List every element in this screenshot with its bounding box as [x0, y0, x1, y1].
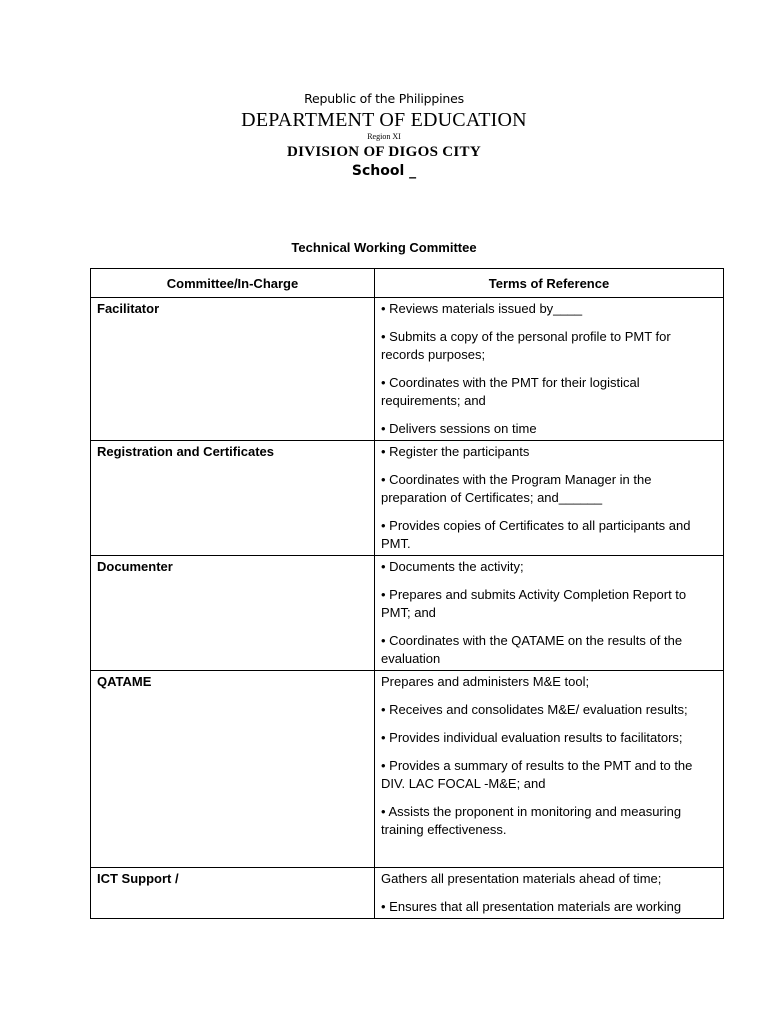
- term-item: • Coordinates with the PMT for their logistical requirements; and: [381, 375, 640, 408]
- term-item: Gathers all presentation materials ahead of time;: [381, 871, 662, 886]
- term-item: Prepares and administers M&E tool;: [381, 674, 590, 689]
- term-item: • Prepares and submits Activity Completion Report to PMT; and: [381, 587, 687, 620]
- division-heading: DIVISION OF DIGOS CITY: [287, 144, 481, 160]
- term-item: • Provides a summary of results to the PMT and to the DIV. LAC FOCAL -M&E; and: [381, 758, 693, 791]
- table-row: [91, 298, 724, 441]
- term-item: • Register the participants: [381, 444, 530, 459]
- terms-cell: [375, 671, 724, 868]
- committee-cell: Registration and Certificates: [91, 441, 375, 556]
- term-item: • Provides copies of Certificates to all participants and PMT.: [381, 518, 691, 551]
- terms-cell: [375, 441, 724, 556]
- table-row: [91, 868, 724, 919]
- committee-cell: QATAME: [91, 671, 375, 868]
- department-heading: DEPARTMENT OF EDUCATION: [241, 109, 527, 131]
- term-item: • Delivers sessions on time: [381, 421, 537, 436]
- table-row: [91, 556, 724, 671]
- committee-cell: Facilitator: [91, 298, 375, 441]
- term-item: • Coordinates with the Program Manager in the preparation of Certificates; and______: [381, 472, 652, 505]
- term-item: • Receives and consolidates M&E/ evaluation results;: [381, 702, 688, 717]
- committee-cell: ICT Support /: [91, 868, 375, 919]
- table-header-row: [91, 269, 724, 298]
- column-header-terms: Terms of Reference: [375, 269, 724, 298]
- document-title: Technical Working Committee: [291, 240, 477, 255]
- term-item: • Ensures that all presentation materials are working: [381, 899, 682, 914]
- column-header-committee: Committee/In-Charge: [91, 269, 375, 298]
- term-item: • Submits a copy of the personal profile to PMT for records purposes;: [381, 329, 671, 362]
- committee-table: [90, 268, 724, 919]
- committee-cell: Documenter: [91, 556, 375, 671]
- terms-cell: [375, 298, 724, 441]
- term-item: • Assists the proponent in monitoring and measuring training effectiveness.: [381, 804, 682, 837]
- table-row: [91, 671, 724, 868]
- terms-cell: [375, 556, 724, 671]
- table-row: [91, 441, 724, 556]
- term-item: • Coordinates with the QATAME on the results of the evaluation: [381, 633, 683, 666]
- terms-cell: [375, 868, 724, 919]
- term-item: • Provides individual evaluation results to facilitators;: [381, 730, 683, 745]
- region-heading: Region XI: [367, 132, 401, 141]
- term-item: • Documents the activity;: [381, 559, 524, 574]
- school-heading: School _: [351, 163, 417, 179]
- republic-heading: Republic of the Philippines: [304, 91, 464, 106]
- term-item: • Reviews materials issued by____: [381, 301, 583, 316]
